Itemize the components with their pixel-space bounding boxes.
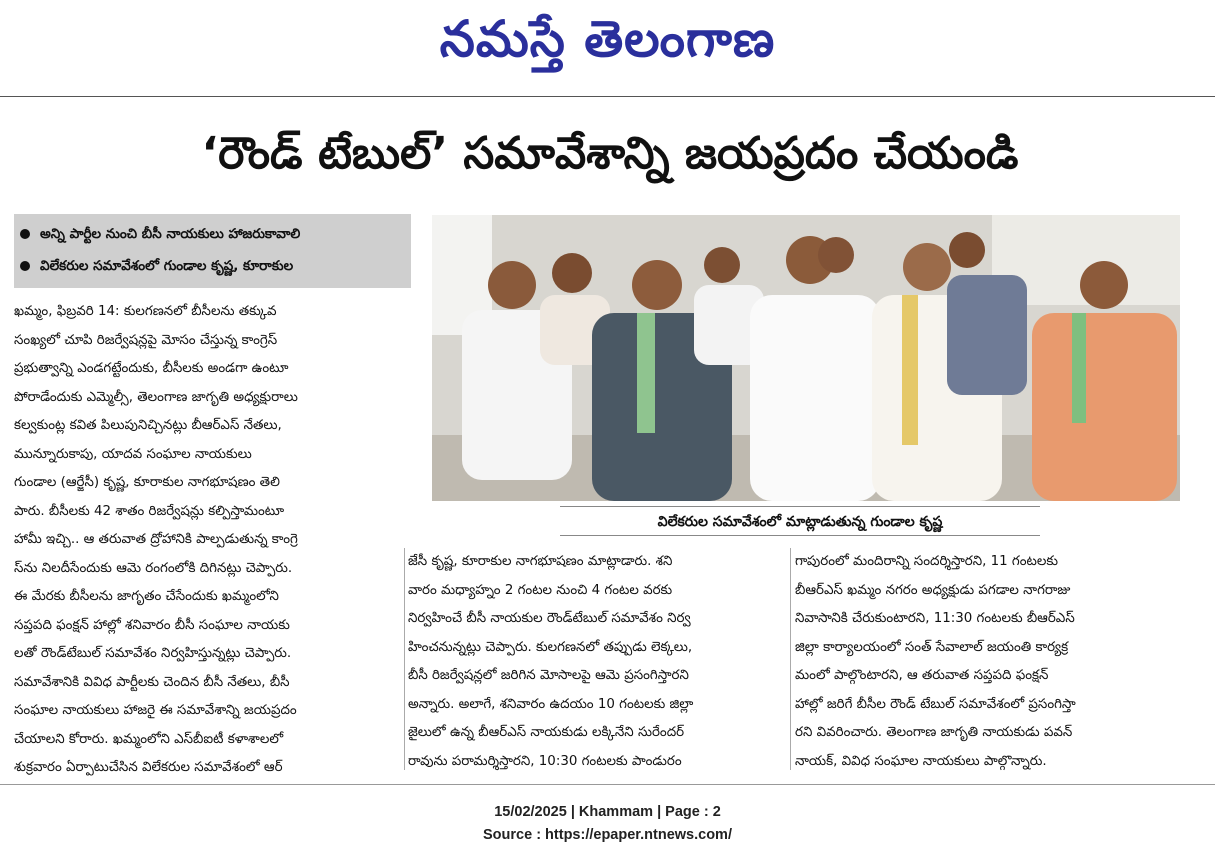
text-line: హామీ ఇచ్చి.. ఆ తరువాత ద్రోహానికి పాల్పడుతున్న కాంగ్రె <box>14 532 298 547</box>
highlight-item <box>20 250 405 282</box>
text-line: నివాసానికి చేరుకుంటారని, 11:30 గంటలకు బీఆర్ఎస్ <box>795 611 1075 626</box>
text-line: నాయక్, వివిధ సంఘాల నాయకులు పాల్గొన్నారు. <box>795 753 1047 769</box>
text-line: మంలో పాల్గొంటారని, ఆ తరువాత సప్తపది ఫంక్షన్ <box>795 668 1049 683</box>
text-line: సంఘాల నాయకులు హాజరై ఈ సమావేశాన్ని జయప్రదం <box>14 703 297 718</box>
text-line: గుండాల (ఆర్జేసీ) కృష్ణ, కూరాకుల నాగభూషణం తెలి <box>14 475 280 490</box>
text-line: ఈ మేరకు బీసీలను జాగృతం చేసేందుకు ఖమ్మంలోని <box>14 589 279 604</box>
text-line: బీసీ రిజర్వేషన్లలో జరిగిన మోసాలపై ఆమె ప్రసంగిస్తారని <box>408 668 689 683</box>
highlight-text: విలేకరుల సమావేశంలో గుండాల కృష్ణ, కూరాకుల <box>40 258 294 274</box>
text-line: రావును పరామర్శిస్తారని, 10:30 గంటలకు పాండురం <box>408 753 682 769</box>
text-line: స్‌ను నిలదీసేందుకు ఆమె రంగంలోకి దిగినట్లు చెప్పారు. <box>14 560 293 576</box>
masthead-divider <box>0 96 1215 97</box>
footer-divider <box>0 784 1215 785</box>
text-line: మున్నూరుకాపు, యాదవ సంఘాల నాయకులు <box>14 446 252 462</box>
text-line: జిల్లా కార్యాలయంలో సంత్ సేవాలాల్ జయంతి కార్యక్ర <box>795 639 1069 655</box>
column-divider <box>404 548 405 770</box>
text-line: జైలులో ఉన్న బీఆర్ఎస్ నాయకుడు లక్కినేని సురేందర్ <box>408 725 685 740</box>
text-line: పోరాడేందుకు ఎమ్మెల్సీ, తెలంగాణ జాగృతి అధ్యక్షురాలు <box>14 389 298 405</box>
newspaper-masthead: నమస్తే తెలంగాణ <box>439 10 776 68</box>
article-column-1 <box>14 298 414 783</box>
highlight-item <box>20 218 405 250</box>
text-line: ఖమ్మం, ఫిబ్రవరి 14: కులగణనలో బీసీలను తక్కువ <box>14 304 277 319</box>
text-line: బీఆర్ఎస్ ఖమ్మం నగరం అధ్యక్షుడు పగడాల నాగరాజు <box>795 582 1071 598</box>
footer-source-link[interactable]: Source : https://epaper.ntnews.com/ <box>483 827 732 843</box>
text-line: కల్వకుంట్ల కవిత పిలుపునిచ్చినట్లు బీఆర్ఎస్ నేతలు, <box>14 418 282 433</box>
text-line: హించనున్నట్లు చెప్పారు. కులగణనలో తప్పుడు లెక్కలు, <box>408 639 693 655</box>
column-divider <box>790 548 791 770</box>
text-line: వారం మధ్యాహ్నం 2 గంటల నుంచి 4 గంటల వరకు <box>408 582 673 598</box>
footer-edition-info: 15/02/2025 | Khammam | Page : 2 <box>494 804 721 820</box>
press-meet-photo <box>432 215 1180 501</box>
text-line: లతో రౌండ్‌టేబుల్ సమావేశం నిర్వహిస్తున్నట్లు చెప్పారు. <box>14 646 292 661</box>
bullet-icon <box>20 229 30 239</box>
text-line: శుక్రవారం ఏర్పాటుచేసిన విలేకరుల సమావేశంలో ఆర్ <box>14 760 283 775</box>
text-line: జేసీ కృష్ణ, కూరాకుల నాగభూషణం మాట్లాడారు. శని <box>408 554 673 569</box>
text-line: సంఖ్యలో చూపి రిజర్వేషన్లపై మోసం చేస్తున్న కాంగ్రెస్ <box>14 332 278 348</box>
photo-caption: విలేకరుల సమావేశంలో మాట్లాడుతున్న గుండాల కృష్ణ <box>560 506 1040 536</box>
bullet-icon <box>20 261 30 271</box>
highlights-box <box>14 214 411 288</box>
text-line: అన్నారు. అలాగే, శనివారం ఉదయం 10 గంటలకు జిల్లా <box>408 696 694 712</box>
article-column-3 <box>795 548 1179 776</box>
article-column-2 <box>408 548 784 776</box>
photo-illustration <box>432 215 1180 501</box>
text-line: హాల్లో జరిగే బీసీల రౌండ్ టేబుల్ సమావేశంలో ప్రసంగిస్తా <box>795 696 1076 712</box>
text-line: నిర్వహించే బీసీ నాయకుల రౌండ్‌టేబుల్ సమావేశం నిర్వ <box>408 611 691 626</box>
text-line: గాపురంలో మందిరాన్ని సందర్శిస్తారని, 11 గంటలకు <box>795 554 1058 569</box>
text-line: రని వివరించారు. తెలంగాణ జాగృతి నాయకుడు పవన్ <box>795 725 1073 740</box>
text-line: చేయాలని కోరారు. ఖమ్మంలోని ఎస్‌బీఐటీ కళాశాలలో <box>14 731 284 747</box>
text-line: సప్తపది ఫంక్షన్ హాల్లో శనివారం బీసీ సంఘాల నాయకు <box>14 617 290 633</box>
article-headline: ‘రౌండ్ టేబుల్’ సమావేశాన్ని జయప్రదం చేయండి <box>201 128 1019 179</box>
text-line: ప్రభుత్వాన్ని ఎండగట్టేందుకు, బీసీలకు అండగా ఉంటూ <box>14 361 289 376</box>
highlight-text: అన్ని పార్టీల నుంచి బీసీ నాయకులు హాజరుకావాలి <box>40 226 301 242</box>
text-line: పారు. బీసీలకు 42 శాతం రిజర్వేషన్లు కల్పిస్తామంటూ <box>14 503 285 519</box>
text-line: సమావేశానికి వివిధ పార్టీలకు చెందిన బీసీ నేతలు, బీసీ <box>14 674 290 690</box>
